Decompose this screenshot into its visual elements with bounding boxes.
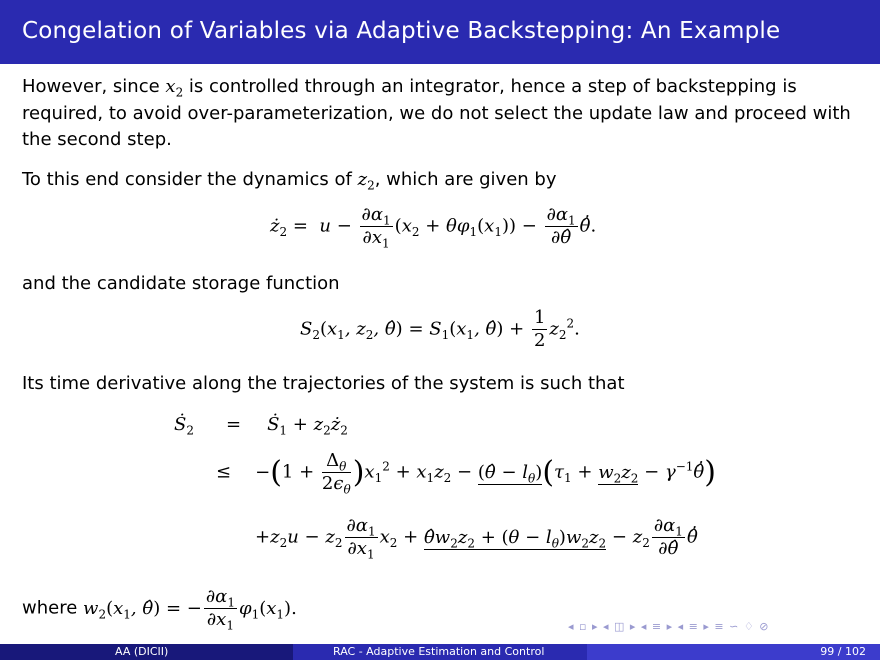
footer-page-number: 99 / 102 (820, 645, 866, 658)
paragraph-dynamics (22, 167, 858, 194)
paragraph-dynamics-start: To this end consider the dynamics of (22, 169, 358, 190)
footer-course-box (293, 644, 587, 660)
paragraph-derivative: Its time derivative along the trajectories of the system is such that (22, 373, 625, 394)
paragraph-dynamics-end: , which are given by (374, 169, 557, 190)
footer-course: RAC - Adaptive Estimation and Control (333, 645, 545, 658)
math-z2: $z_2$ (357, 169, 375, 193)
math-x2: $x_2$ (165, 76, 184, 100)
paragraph-intro (22, 74, 858, 154)
slide-title: Congelation of Variables via Adaptive Backstepping: An Example (22, 18, 781, 44)
paragraph-storage: and the candidate storage function (22, 273, 340, 294)
footer-page-box (587, 644, 880, 660)
slide-header (0, 0, 880, 64)
paragraph-intro-start: However, since (22, 76, 166, 97)
equation-line-2: ≤ −(1 + $\frac{\Delta_\theta}{2\epsilon_\theta}$ )$x_1^2 + x_1z_2$ − (θ̂ − $l_\theta)(\tau_1 + w_2z_2$ − $\gamma^{-1}\thetâ̇$) (216, 450, 716, 497)
equation-line-3: $+z_2u - z_2$ $\frac{\partial\alpha_1}{\partial x_1}$ $x_2$ + $\thetâw_2z_2 + (\theta - l_\theta)w_2z_2 - z_2$ $\frac{\partial\alpha_1}{\partial\thetâ}$ θ̂̇ (255, 515, 698, 562)
equation-line-1: Ṡ$_2$ = Ṡ$_1$ + $z_2ż_2$ (174, 414, 348, 438)
slide-footer (0, 644, 880, 660)
equation-z2-dot: $ż_2 = u$ − $\frac{\partial\alpha_1}{\partial x_1}$ $(x_2 + \theta\varphi_1(x_1))$ − $\frac{\partial\alpha_1}{\partial\thetâ}$ θ̂̇. (270, 204, 597, 251)
navigation-symbols[interactable]: ◂ ▫ ▸ ◂ ◫ ▸ ◂ ≡ ▸ ◂ ≡ ▸ ≡ ∽ ♢ ⊘ (568, 620, 770, 633)
footer-author-box (0, 644, 293, 660)
where-label: where (22, 597, 78, 619)
footer-author: AA (DICII) (115, 645, 169, 658)
equation-storage-function: $S_2(x_1$, $z_2$, θ̂) = $S_1(x_1$, θ̂) + $\frac{1}{2}$ $z_2^2$. (300, 307, 580, 351)
equation-where: where $w_2(x_1$, θ̂) = − $\frac{\partial\alpha_1}{\partial x_1}$ $\varphi_1(x_1)$. (22, 586, 297, 633)
paragraph-intro-end: is controlled through an integrator, hence a step of backstepping is required, to avoid over-parameterization, we do not select the update law and proceed with the second step. (22, 76, 851, 150)
